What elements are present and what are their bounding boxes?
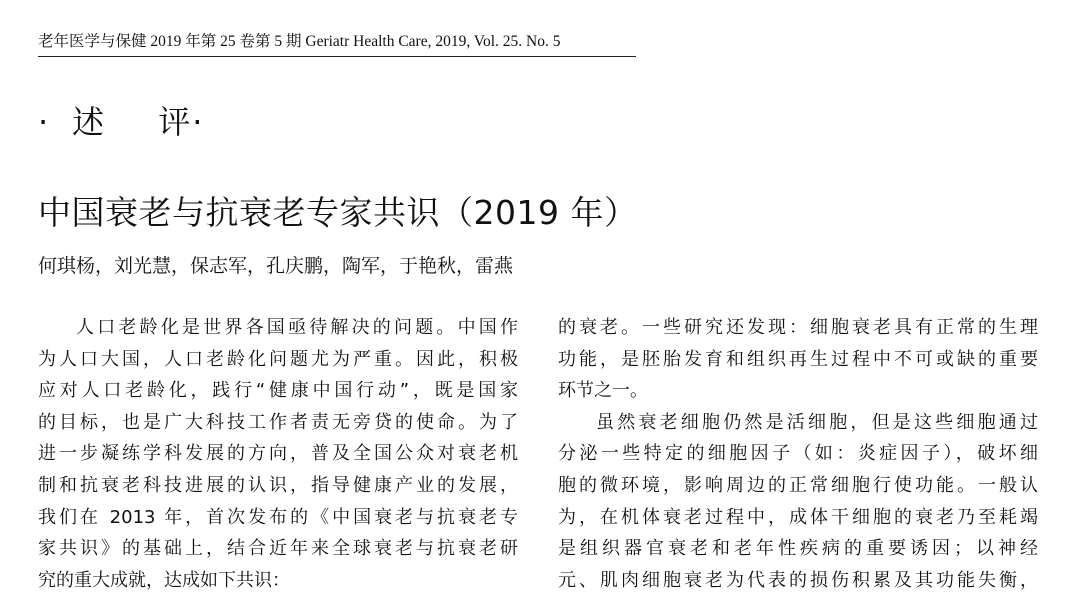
section-dot: · <box>38 103 51 141</box>
body-line: 进一步凝练学科发展的方向，普及全国公众对衰老机 <box>38 443 518 465</box>
body-line: 环节之一。 <box>558 380 648 402</box>
running-header: 老年医学与保健 2019 年第 25 卷第 5 期 Geriatr Health Care, 2019, Vol. 25. No. 5 <box>38 32 636 57</box>
body-line: 家共识》的基础上，结合近年来全球衰老与抗衰老研 <box>38 538 518 560</box>
body-line: 人口老龄化是世界各国亟待解决的问题。中国作 <box>76 317 518 338</box>
section-char-1: 述 <box>72 103 107 141</box>
body-line: 究的重大成就，达成如下共识： <box>38 569 290 591</box>
body-line: 胞的微环境，影响周边的正常细胞行使功能。一般认 <box>558 474 1038 496</box>
body-line: 是组织器官衰老和老年性疾病的重要诱因；以神经 <box>558 538 1038 560</box>
body-line: 为，在机体衰老过程中，成体干细胞的衰老乃至耗竭 <box>558 506 1038 528</box>
body-line: 我们在 2013 年，首次发布的《中国衰老与抗衰老专 <box>38 506 518 528</box>
body-line: 功能，是胚胎发育和组织再生过程中不可或缺的重要 <box>558 348 1038 370</box>
body-line: 虽然衰老细胞仍然是活细胞，但是这些细胞通过 <box>596 411 1038 433</box>
body-line: 为人口大国，人口老龄化问题尤为严重。因此，积极 <box>38 348 518 370</box>
body-line: 的目标，也是广大科技工作者责无旁贷的使命。为了 <box>38 411 518 433</box>
body-line: 制和抗衰老科技进展的认识，指导健康产业的发展， <box>38 474 518 496</box>
body-line: 元、肌肉细胞衰老为代表的损伤积累及其功能失衡， <box>558 569 1038 591</box>
body-column-right <box>558 312 1038 596</box>
section-label <box>38 100 204 144</box>
body-line: 分泌一些特定的细胞因子（如：炎症因子），破坏细 <box>558 443 1038 465</box>
body-column-left <box>38 312 518 596</box>
body-line: 的衰老。一些研究还发现：细胞衰老具有正常的生理 <box>558 317 1038 338</box>
author-list: 何琪杨，刘光慧，保志军，孔庆鹏，陶军，于艳秋，雷燕 <box>38 255 514 277</box>
body-line: 应对人口老龄化，践行“健康中国行动”，既是国家 <box>38 380 518 402</box>
section-char-2: 评· <box>158 103 205 141</box>
paper-title: 中国衰老与抗衰老专家共识（2019 年） <box>38 193 638 232</box>
